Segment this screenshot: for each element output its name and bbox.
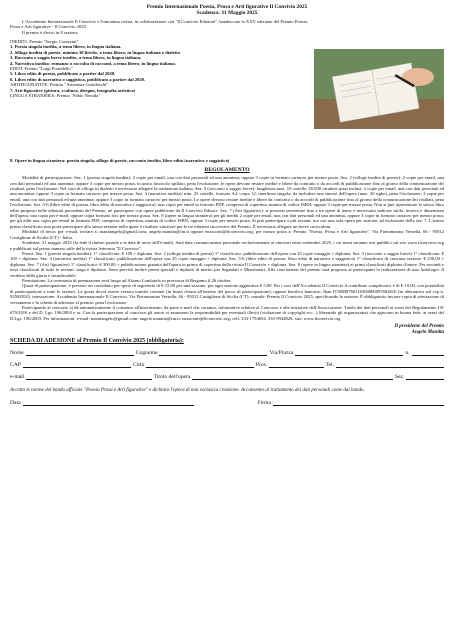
form-row-name bbox=[10, 350, 444, 356]
reg-participation: Modalità di partecipazione: Sez. 1 (poesia singola inedita): 2 copie per email, una con dati personali ed una anonima; oppure 3 copie in formato cartaceo per mezzo posta. Sez. 2 (silloge inedita di poesie): 2 copie per email, una con dati personali ed una anonima; oppure 3 copie per mezzo posta, in unico fascicolo spillato, pena l'esclusione; le opere devono restare inedite e libere da contratto o da accordi di pubblicazione fino al giorno della comunicazione dei risultati, pena l'esclusione. Nel caso di silloge in dialetto è necessario allegare la traduzione italiana. Sez. 3 (racconto o saggio breve): lunghezza max. 10 cartelle, 20.000 caratteri spazi inclusi; 2 copie per email, una con dati personali ed una anonima; oppure 3 copie in formato cartaceo per mezzo posta. Sez. 4 (narrativa inedita): min. 25 cartelle, formato A4, corpo 12, interlinea singola; da includere una sinossi dell'opera (max. 20 righe), pena l'esclusione; 2 copie per email, una con dati personali ed una anonima; oppure 3 copie in formato cartaceo per mezzo posta. Le opere devono restare inedite e libere da contratto o da accordi di pubblicazione fino al giorno della comunicazione dei risultati, pena l'esclusione. Sez. 5-6 (libro edito di poesia, libro edito di narrativa e saggistica): una copia per email in formato PDF, compresa di copertina, munita di codice ISBN; oppure 3 copie per mezzo posta. Non si può ripresentare lo stesso libro edito proposto nelle edizioni precedenti del Premio, né partecipare con opere pubblicate da Il Convivio Editore. Sez. 7 (Arti figurative): si possono presentare fino a tre opere di tema; è necessario indicare titolo, tecnica e dimensioni dell'opera, una copia per e-mail; oppure copia formato foto per mezzo posta. Sez. 8 (opere in lingua straniera) per gli inediti 2 copie per email, una con dati personali ed una anonima, oppure 3 copie in formato cartaceo per mezzo posta; per gli editi una copia per email in formato PDF, compresa di copertina, munita di codice ISBN, oppure 3 copie per mezzo posta. Si può partecipare a più sezioni, ma con una sola opera per sezione, ad esclusione della sez. 7. L'autore primo classificato non potrà partecipare alla stessa sezione nella quale è risultato vincitore per le tre edizioni successive del Premio. È necessario allegare un breve curriculum. bbox=[10, 175, 444, 229]
section-heading-editi: EDITI: Premio "Luigi Pirandello" bbox=[10, 66, 73, 72]
label-cognome: Cognome bbox=[135, 350, 158, 357]
label-via: Via/Piazza bbox=[269, 350, 294, 357]
field-citta[interactable] bbox=[146, 362, 254, 368]
field-firma[interactable] bbox=[273, 400, 444, 406]
section-heading-inediti: INEDITI: Premio "Sergio Corazzini" bbox=[10, 39, 79, 45]
reg-prizes: Premi: Sez. 1 (poesia singola inedita): 1° classificato: € 100 + diploma. Sez. 2 (silloge inedita di poesie) 1° classificato: pubblicazione dell'opera con 25 copie omaggio + diploma. Sez. 3 (racconto o saggio breve) 1° classificato: € 100 + diploma. Sez. 4 (narrativa inedita) 1° classificato: pubblicazione dell'opera con 25 copie omaggio + diploma. Sez. 5-6 (libro edito di poesia; libro edito di narrativa o saggistica) 1° classificato di ciascuna sezione: € 250,00 + diploma. Sez. 7 (Arti figurative) 1° classificato: € 300,00 + pubblicazione gratuita dell'opera in prima di copertina della rivista Il Convivio + diploma. Sez. 8 (opere in lingua straniera) ai primi classificati diploma d'onore. Per secondi e terzi classificati di tutte le sezioni: targa e diploma. Sono previsti inoltre premi speciali e diplomi di merito per Segnalati e Menzionati. Alla conclusione del premio sarà proposta ai partecipanti la realizzazione di una Antologia. Il verdetto della giuria è insindacabile. bbox=[10, 250, 444, 278]
intro-text bbox=[10, 19, 308, 159]
field-nome[interactable] bbox=[26, 350, 134, 356]
reg-fee: Quota di partecipazione: è previsto un contributo per spese di segreteria di € 15,00 per una sezione, per ogni sezione aggiuntiva € 5,00. Per i soci dell'Accademia Il Convivio il contributo complessivo è di € 10,00, con possibilità di partecipazione a tutte le sezioni. La quota dovrà essere versata tramite contanti (in busta chiusa all'interno del pacco di partecipazione); oppure bonifico bancario: Iban IT30M0760116500000093582810 (in alternativa sul ccp n. 93582810), intestazione: Accademia Internazionale Il Convivio, Via Pietramarina Verzella, 66 - 95012 Castiglione di Sicilia (CT); causale: Premio Il Convivio 2025, specificando la sezione. È obbligatorio inviare copia di attestazione di versamento e la scheda di adesione al premio, pena l'esclusione. bbox=[10, 283, 444, 305]
deadline: Scadenza: 31 Maggio 2025 bbox=[196, 10, 258, 17]
form-row-signature bbox=[10, 400, 444, 406]
reg-sending: Modalità di invio: per e-mail, inviare a: manitangelo@gmail.com; angelo.manitta@tin.it oppure enzaconti@ilconvivio.org; per mezzo posta a: Premio "Poesia, Prosa e Arti figurative", Via Pietramarina Verzella, 66 - 95012 Castiglione di Sicilia (CT) - Italia. bbox=[10, 229, 444, 240]
notebook-writing-photo bbox=[314, 49, 444, 159]
label-titolo: Titolo dell'opera bbox=[153, 374, 191, 381]
page-title: Premio Internazionale Poesia, Prosa e Arti figurative Il Convivio 2025 bbox=[146, 4, 308, 10]
field-via[interactable] bbox=[295, 350, 403, 356]
label-prov: Prov. bbox=[255, 362, 268, 369]
header bbox=[10, 4, 444, 17]
signature-role: Il presidente del Premio bbox=[394, 324, 444, 330]
label-sez: Sez. bbox=[394, 374, 405, 381]
label-cap: CAP bbox=[10, 362, 21, 369]
field-tel[interactable] bbox=[336, 362, 444, 368]
field-prov[interactable] bbox=[269, 362, 323, 368]
section-5: 5. Libro edito di poesia, pubblicato a partire dal 2020. bbox=[10, 71, 116, 77]
regulation-title: REGOLAMENTO bbox=[204, 167, 250, 174]
intro-block bbox=[10, 19, 444, 159]
consent-text: Accetto le norme del bando ufficiale "Poesia Prosa e Arti figurative" e dichiaro l'opera di mia esclusiva creazione. Acconsento al trattamento dei dati personali come dal bando. bbox=[10, 388, 365, 394]
intro-sections-note: Il premio è diviso in 8 sezioni: bbox=[22, 29, 79, 35]
field-sez[interactable] bbox=[406, 374, 444, 380]
section-2: 2. Silloge inedita di poesie, minimo 30 liriche, a tema libero, in lingua italiana o dialetto bbox=[10, 49, 181, 55]
signature bbox=[10, 324, 444, 336]
label-tel: Tel. bbox=[325, 362, 334, 369]
label-email: e-mail bbox=[10, 374, 25, 381]
field-titolo[interactable] bbox=[192, 374, 393, 380]
photo-illustration bbox=[314, 49, 444, 129]
reg-deadline: Scadenza: 31 maggio 2025 (fa fede il timbro postale o la data di invio dell'e-mail). Sarà data comunicazione personale esclusivamente ai vincitori entro settembre 2025, i cui nomi saranno resi pubblici sul sito www.ilconvivio.org e pubblicati sul primo numero utile della rivista letteraria "Il Convivio". bbox=[10, 240, 444, 251]
form-row-email bbox=[10, 374, 444, 380]
form-row-address bbox=[10, 362, 444, 368]
section-4: 4. Narrativa inedita: romanzo o raccolta di racconti, a tema libero, in lingua italiana. bbox=[10, 60, 176, 66]
section-3: 3. Racconto o saggio breve inedito, a tema libero, in lingua italiana. bbox=[10, 55, 142, 61]
reg-privacy: Partecipando al concorso si dà automaticamente il consenso all'inserimento, da parte e-mail che curiamo, informative relative al Concorso e alle iniziative dell'Associazione. Tutela dei dati personali ai sensi del Regolamento UE 679/2016 e del D. Lgs. 196/2003 e ss. Con la partecipazione al concorso gli autori si assumono la responsabilità per eventuali illeciti (violazione di copyright ecc...) liberando gli organizzatori che agiscono in buona fede, ai sensi del D.Lgs. 196/2003. Per informazioni: e-mail: manitangelo@gmail.com; angelo.manitta@tin.it; enzaconti@ilconvivio.org; cell. 333-1794694, 333-9944828, sito: www.ilconvivio.org bbox=[10, 304, 444, 321]
field-data[interactable] bbox=[23, 400, 194, 406]
section-heading-arti: ARTIFIGURATIVE: Premio "Artemisia Gentileschi" bbox=[10, 82, 109, 88]
section-1: 1. Poesia singola inedita, a tema libero, in lingua italiana. bbox=[10, 44, 122, 50]
label-numero: n. bbox=[405, 350, 410, 357]
section-6: 6. Libro edito di narrativa o saggistica, pubblicato a partire dal 2020. bbox=[10, 76, 146, 82]
field-numero[interactable] bbox=[412, 350, 444, 356]
field-email[interactable] bbox=[26, 374, 151, 380]
label-data: Data bbox=[10, 400, 21, 407]
field-cap[interactable] bbox=[23, 362, 131, 368]
label-citta: Città bbox=[132, 362, 144, 369]
signature-name: Angelo Manitta bbox=[411, 330, 444, 336]
label-nome: Nome bbox=[10, 350, 24, 357]
label-firma: Firma bbox=[257, 400, 271, 407]
field-cognome[interactable] bbox=[159, 350, 267, 356]
form-title: SCHEDA DI ADESIONE al Premio Il Convivio 2025 (obbligatoria): bbox=[10, 338, 184, 345]
section-8: 8. Opere in lingua straniera: poesia singola, silloge di poesie, racconto inedito, libro edito (narrativa e saggistica) bbox=[10, 157, 230, 163]
section-7: 7. Arti figurative (pittura, scultura, disegno, fotografia artistica) bbox=[10, 87, 136, 93]
intro-paragraph: L'Accademia Internazionale Il Convivio e l'omonima rivista, in collaborazione con "Il Convivio Edizioni", bandiscono la XXV edizione del Premio Poesia, Prosa e Arti figurative - Il Convivio 2025. bbox=[10, 18, 308, 30]
reg-ceremony: Premiazione: La cerimonia di premiazione avrà luogo ad Alzano Lombardo in provincia di Bergamo il 26 ottobre. bbox=[22, 277, 232, 283]
regulation-body bbox=[10, 175, 444, 321]
section-heading-lingua: LINGUA STRANIERA: Premio "Pablo Neruda" bbox=[10, 93, 101, 99]
